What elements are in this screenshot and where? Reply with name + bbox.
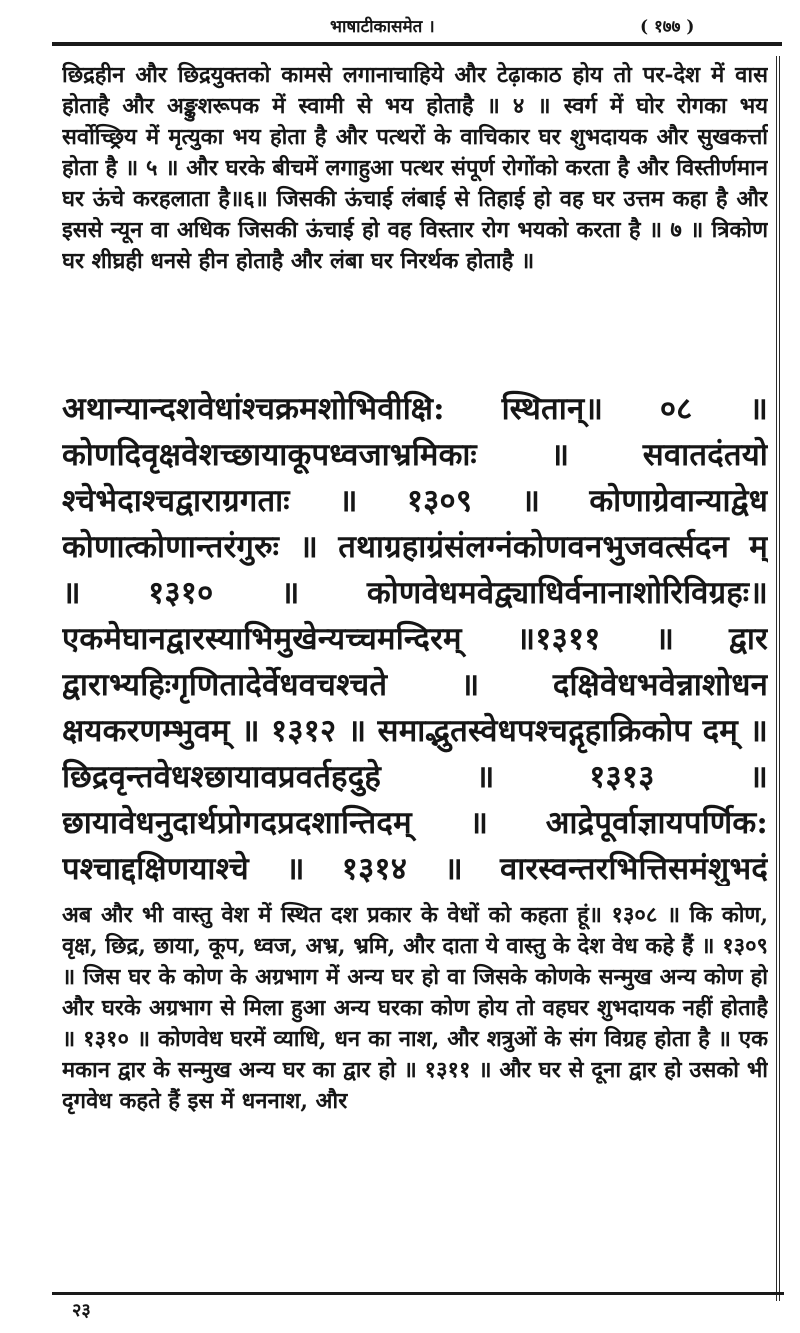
printer-signature: २३ bbox=[72, 1300, 91, 1321]
running-header bbox=[0, 10, 800, 46]
running-title: भाषाटीकासमेत । bbox=[330, 17, 435, 37]
footer-rule bbox=[52, 1292, 784, 1295]
header-rule bbox=[52, 42, 782, 46]
commentary-paragraph-bottom: अब और भी वास्तु वेश में स्थित दश प्रकार के वेधों को कहता हूं॥ १३०८ ॥ कि कोण, वृक्ष, छिद्र, छाया, कूप, ध्वज, अभ्र, भ्रमि, और दाता ये वास्तु के देश वेध कहे हैं ॥ १३०९ ॥ जिस घर के कोण के अग्रभाग में अन्य घर हो वा जिसके कोणके सन्मुख अन्य कोण हो और घरके अग्रभाग से मिला हुआ अन्य घरका कोण होय तो वहघर शुभदायक नहीं होताहै ॥ १३१० ॥ कोणवेध घरमें व्याधि, धन का नाश, और शत्रुओं के संग विग्रह होता है ॥ एक मकान द्वार के सन्मुख अन्य घर का द्वार हो ॥ १३११ ॥ और घर से दूना द्वार हो उसको भी दृगवेध कहते हैं इस में धननाश, और bbox=[62, 902, 768, 1114]
sanskrit-verse-block: अथान्यान्दशवेधांश्चक्रमशोभिवीक्षि: स्थितान्॥ ०८ ॥ कोणदिवृक्षवेशच्छायाकूपध्वजाभ्रमिकाः ॥ सवातदंतयो श्चेभेदाश्चद्वाराग्रगताः ॥ १३०९ ॥ कोणाग्रेवान्याद्वेध कोणात्कोणान्तरंगुरुः ॥ तथाग्रहाग्रंसंलग्नंकोणवनभुजवर्त्सदन म् ॥ १३१० ॥ कोणवेधमवेद्व्याधिर्वनानाशोरिविग्रहः॥ एकमेघानद्वारस्याभिमुखेन्यच्चमन्दिरम् ॥१३११ ॥ द्वार द्वाराभ्यहिःगृणितादेर्वेधवचश्चते ॥ दक्षिवेधभवेन्नाशोधन क्षयकरणम्भुवम् ॥ १३१२ ॥ समाद्भुतस्वेधपश्चद्गृहाक्रिकोप दम् ॥ छिद्रवृन्तवेधश्छायावप्रवर्तहदुहे ॥ १३१३ ॥ छायावेधनुदार्थप्रोगदप्रदशान्तिदम् ॥ आद्रेपूर्वाज्ञायपर्णिक: पश्चाद्दक्षिणयाश्चे ॥ १३१४ ॥ वारस्वन्तरभित्तिसमंशुभदं bbox=[62, 391, 768, 886]
commentary-paragraph-top: छिद्रहीन और छिद्रयुक्तको कामसे लगानाचाहिये और टेढ़ाकाठ होय तो पर-देश में वास होताहै और अङ्कुशरूपक में स्वामी से भय होताहै ॥ ४ ॥ स्वर्ग में घोर रोगका भय सर्वोच्छ्रिय में मृत्युका भय होता है और पत्थरों के वाचिकार घर शुभदायक और सुखकर्त्ता होता है ॥ ५ ॥ और घरके बीचमें लगाहुआ पत्थर संपूर्ण रोगोंको करता है और विस्तीर्णमान घर ऊंचे करहलाता है॥६॥ जिसकी ऊंचाई लंबाई से तिहाई हो वह घर उत्तम कहा है और इससे न्यून वा अधिक जिसकी ऊंचाई हो वह विस्तार रोग भयको करता है ॥ ७ ॥ त्रिकोण घर शीघ्रही धनसे हीन होताहै और लंबा घर निरर्थक होताहै ॥ bbox=[62, 62, 768, 274]
page-number: ( १७७ ) bbox=[640, 17, 695, 37]
